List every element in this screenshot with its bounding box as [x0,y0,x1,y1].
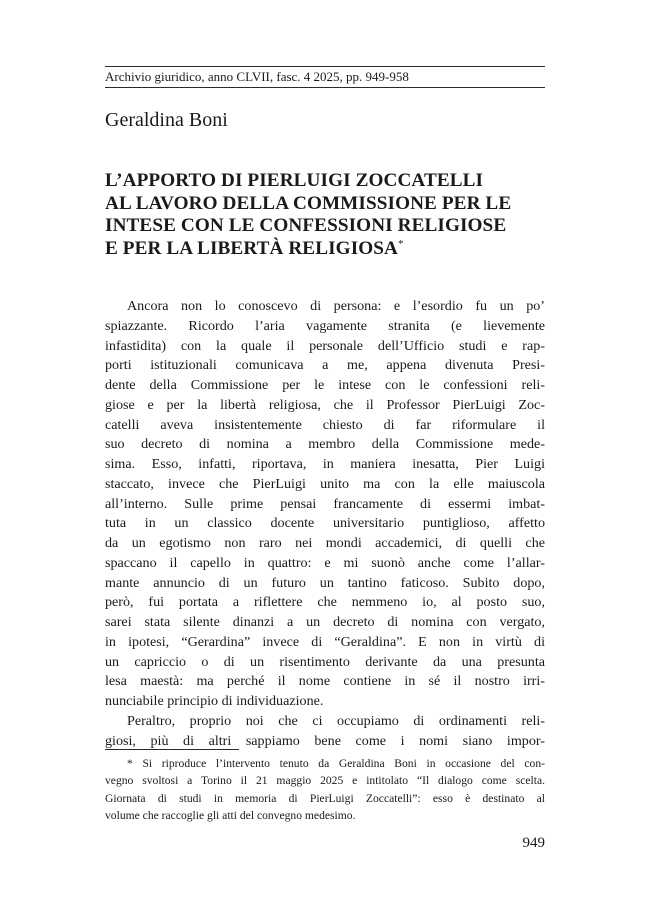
footnote-line: vegno svoltosi a Torino il 21 maggio 2025 e intitolato “Il dialogo come scelta. [105,774,545,788]
text-line: tuta in un classico docente universitario puntiglioso, affetto [105,515,545,532]
footnote-separator [105,749,239,750]
text-line: porti istituzionali comunicava a me, appena divenuta Presi- [105,357,545,374]
text-line: sima. Esso, infatti, riportava, in maniera inesatta, Pier Luigi [105,456,545,472]
footnote-line: volume che raccoglie gli atti del convegno medesimo. [105,809,356,823]
paragraph [105,712,545,752]
footnote [105,755,545,825]
text-line: infastidita) con la quale il personale dell’Ufficio studi e rap- [105,337,545,354]
title-line: INTESE CON LE CONFESSIONI RELIGIOSE [105,215,507,236]
text-line: all’interno. Sulle prime pensai francamente di essermi imbat- [105,495,545,512]
title-line [105,238,545,261]
text-line: giosi, più di altri sappiamo bene come i nomi siano impor- [105,732,545,749]
paragraph [105,297,545,712]
text-line: dente della Commissione per le intese con le confessioni reli- [105,377,545,393]
text-line: suo decreto di nomina a membro della Commissione mede- [105,436,545,453]
title-footnote-marker: * [398,237,404,250]
title-line: AL LAVORO DELLA COMMISSIONE PER LE [105,192,512,214]
author-name: Geraldina Boni [105,109,228,131]
page [105,0,545,922]
header-bottom-rule [105,87,545,88]
text-line: però, fui portata a riflettere che nemmeno io, al posto suo, [105,594,545,611]
text-line: da un egotismo non raro nei mondi accademici, di quelli che [105,535,545,551]
text-line: staccato, invece che PierLuigi unito ma con la elle maiuscola [105,475,545,492]
text-line: giose e per la libertà religiosa, che il Professor PierLuigi Zoc- [105,396,545,413]
article-title [105,170,545,260]
text-line: Ancora non lo conoscevo di persona: e l’esordio fu un po’ [127,298,545,314]
body-text [105,297,545,751]
text-line: sarei stata silente dinanzi a un decreto di nomina con vergato, [105,614,545,630]
footnote-line: Giornata di studi in memoria di PierLuigi Zoccatelli”: esso è destinato al [105,791,545,805]
header-top-rule [105,66,545,67]
text-line: spaccano il capello in quattro: e mi suonò anche come l’allar- [105,554,545,571]
text-line: nunciabile principio di individuazione. [105,693,324,709]
title-line-text: E PER LA LIBERTÀ RELIGIOSA [105,237,399,259]
running-head: Archivio giuridico, anno CLVII, fasc. 4 2025, pp. 949-958 [105,69,409,84]
text-line: un capriccio o di un risentimento derivante da una presunta [105,653,545,670]
footnote-line: * Si riproduce l’intervento tenuto da Geraldina Boni in occasione del con- [127,757,545,770]
text-line: Peraltro, proprio noi che ci occupiamo di ordinamenti reli- [127,712,545,729]
title-line: L’APPORTO DI PIERLUIGI ZOCCATELLI [105,170,484,191]
text-line: lesa maestà: ma perché il nome contiene in sé il nostro irri- [105,673,545,690]
text-line: in ipotesi, “Gerardina” invece di “Geraldina”. E non in virtù di [105,633,545,650]
page-number: 949 [522,835,545,851]
text-line: mante annuncio di un futuro un tantino faticoso. Subito dopo, [105,574,545,591]
text-line: catelli aveva insistentemente chiesto di far riformulare il [105,416,545,433]
text-line: spiazzante. Ricordo l’aria vagamente stranita (e lievemente [105,317,545,334]
